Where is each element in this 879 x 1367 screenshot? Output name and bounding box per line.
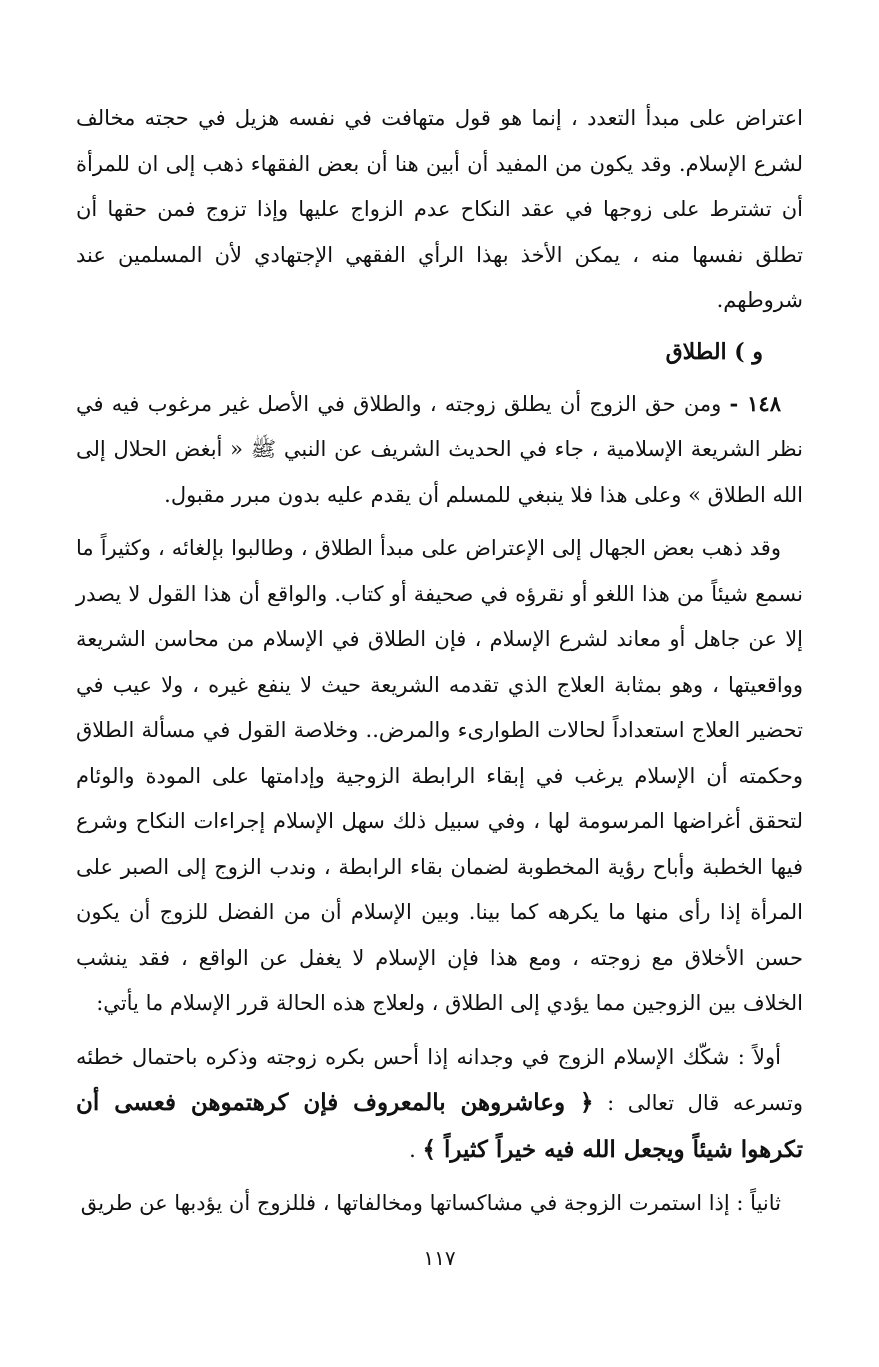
section-heading-divorce: و ) الطلاق	[665, 338, 763, 365]
paragraph-4-intro: أولاً : شكّك الإسلام الزوج في وجدانه إذا أحس بكره زوجته وذكره باحتمال خطئه وتسرعه قال تعالى :	[76, 1044, 804, 1115]
paragraph-1: اعتراض على مبدأ التعدد ، إنما هو قول متهافت في نفسه هزيل في حجته مخالف لشرع الإسلام. وقد يكون من المفيد أن أبين هنا أن بعض الفقهاء ذهب إلى ان للمرأة أن تشترط على زوجها في عقد النكاح عدم الزواج عليها وإذا تزوج فمن حقها أن تطلق نفسها منه ، يمكن الأخذ بهذا الرأي الفقهي الإجتهادي لأن المسلمين عند شروطهم.	[76, 106, 803, 312]
paragraph-3: وقد ذهب بعض الجهال إلى الإعتراض على مبدأ الطلاق ، وطالبوا بإلغائه ، وكثيراً ما نسمع شيئاً من هذا اللغو أو نقرؤه في صحيفة أو كتاب. والواقع أن هذا القول لا يصدر إلا عن جاهل أو معاند لشرع الإسلام ، فإن الطلاق في الإسلام من محاسن الشريعة وواقعيتها ، وهو بمثابة العلاج الذي تقدمه الشريعة حيث لا ينفع غيره ، ولا عيب في تحضير العلاج استعداداً لحالات الطوارىء والمرض.. وخلاصة القول في مسألة الطلاق وحكمته أن الإسلام يرغب في إبقاء الرابطة الزوجية وإدامتها على المودة والوئام لتحقق أغراضها المرسومة لها ، وفي سبيل ذلك سهل الإسلام إجراءات النكاح وشرع فيها الخطبة وأباح رؤية المخطوبة لضمان بقاء الرابطة ، وندب الزوج إلى الصبر على المرأة إذا رأى منها ما يكرهه كما بينا. وبين الإسلام أن من الفضل للزوج أن يكون حسن الأخلاق مع زوجته ، ومع هذا فإن الإسلام لا يغفل عن الواقع ، فقد ينشب الخلاف بين الزوجين مما يؤدي إلى الطلاق ، ولعلاج هذه الحالة قرر الإسلام ما يأتي:	[76, 536, 804, 1015]
paragraph-4-end: .	[409, 1137, 423, 1162]
page-body	[76, 96, 803, 1227]
paragraph-2	[76, 381, 803, 519]
paragraph-4	[76, 1035, 803, 1174]
paragraph-2-text: ومن حق الزوج أن يطلق زوجته ، والطلاق في الأصل غير مرغوب فيه في نظر الشريعة الإسلامية ، جاء في الحديث الشريف عن النبي ﷺ « أبغض الحلال إلى الله الطلاق » وعلى هذا فلا ينبغي للمسلم أن يقدم عليه بدون مبرر مقبول.	[76, 391, 803, 507]
quran-verse: ﴿ وعاشروهن بالمعروف فإن كرهتموهن فعسى أن تكرهوا شيئاً ويجعل الله فيه خيراً كثيراً ﴾	[76, 1089, 803, 1163]
page-number: ١١٧	[423, 1246, 456, 1270]
paragraph-number: ١٤٨ -	[729, 390, 781, 416]
paragraph-5: ثانياً : إذا استمرت الزوجة في مشاكساتها ومخالفاتها ، فللزوج أن يؤدبها عن طريق	[80, 1191, 781, 1215]
